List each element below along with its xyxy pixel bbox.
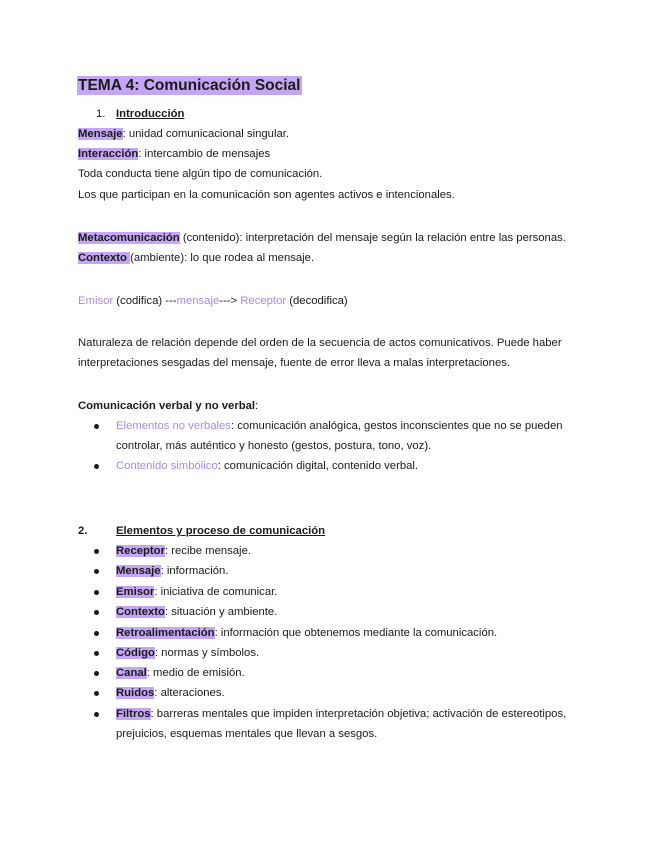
list-item-text: : comunicación analógica, gestos inconscientes que no se pueden <box>230 420 563 432</box>
bullet-icon <box>94 651 99 656</box>
verbal-heading-colon: : <box>255 400 259 412</box>
list-item-simbolico <box>116 459 418 473</box>
term-contexto: Contexto <box>78 252 131 264</box>
list-item <box>116 605 277 619</box>
definition-interaccion <box>78 147 270 161</box>
list-item-text: : recibe mensaje. <box>164 545 251 557</box>
list-item-text: : medio de emisión. <box>146 667 245 679</box>
term-contexto: Contexto <box>116 606 165 618</box>
paragraph-line: Naturaleza de relación depende del orden de la secuencia de actos comunicativos. Puede haber <box>78 337 562 349</box>
term-contenido-simbolico: Contenido simbólico <box>116 460 218 472</box>
bullet-icon <box>94 424 99 429</box>
definition-text: : unidad comunicacional singular. <box>122 128 290 140</box>
list-item-continuation: controlar, más auténtico y honesto (gestos, postura, tono, voz). <box>116 440 432 452</box>
section-1-heading: Introducción <box>116 108 185 120</box>
definition-metacomunicacion <box>78 231 566 245</box>
paragraph-line: interpretaciones sesgadas del mensaje, fuente de error lleva a malas interpretaciones. <box>78 357 511 369</box>
bullet-icon <box>94 549 99 554</box>
list-item-text: : iniciativa de comunicar. <box>154 586 278 598</box>
list-item-text: : alteraciones. <box>154 687 225 699</box>
term-mensaje: Mensaje <box>78 128 123 140</box>
page-title: TEMA 4: Comunicación Social <box>78 77 301 94</box>
section-2-heading: Elementos y proceso de comunicación <box>116 525 326 537</box>
flow-text: (codifica) --- <box>113 295 177 307</box>
list-item-text: : barreras mentales que impiden interpretación objetiva; activación de estereotipos, <box>150 708 567 720</box>
communication-flow <box>78 294 348 308</box>
verbal-heading: Comunicación verbal y no verbal <box>78 400 256 412</box>
verbal-heading-line <box>78 399 258 413</box>
term-filtros: Filtros <box>116 708 151 720</box>
term-metacomunicacion: Metacomunicación <box>78 232 180 244</box>
list-item <box>116 585 277 599</box>
bullet-icon <box>94 691 99 696</box>
bullet-icon <box>94 464 99 469</box>
list-item <box>116 626 497 640</box>
term-canal: Canal <box>116 667 147 679</box>
term-emisor: Emisor <box>116 586 155 598</box>
list-item <box>116 564 228 578</box>
flow-emisor: Emisor <box>78 295 114 307</box>
section-2-number: 2. <box>78 525 88 537</box>
bullet-icon <box>94 631 99 636</box>
bullet-icon <box>94 712 99 717</box>
list-item-no-verbales <box>116 419 563 433</box>
term-retroalimentacion: Retroalimentación <box>116 627 215 639</box>
term-mensaje: Mensaje <box>116 565 161 577</box>
term-ruidos: Ruidos <box>116 687 155 699</box>
list-item <box>116 707 566 721</box>
flow-arrow: ---> <box>219 295 241 307</box>
list-item-text: : información. <box>160 565 229 577</box>
paragraph-line: Toda conducta tiene algún tipo de comunicación. <box>78 168 323 180</box>
list-item-text: : comunicación digital, contenido verbal. <box>217 460 419 472</box>
definition-text: : intercambio de mensajes <box>138 148 271 160</box>
definition-text: (ambiente): lo que rodea al mensaje. <box>130 252 315 264</box>
definition-text: (contenido): interpretación del mensaje según la relación entre las personas. <box>179 232 566 244</box>
term-receptor: Receptor <box>116 545 165 557</box>
bullet-icon <box>94 610 99 615</box>
list-item <box>116 646 259 660</box>
list-item-text: : situación y ambiente. <box>164 606 278 618</box>
list-item <box>116 544 251 558</box>
bullet-icon <box>94 569 99 574</box>
term-interaccion: Interacción <box>78 148 139 160</box>
list-item-text: : normas y símbolos. <box>154 647 260 659</box>
section-1-number: 1. <box>96 108 106 120</box>
definition-mensaje <box>78 127 289 141</box>
term-elementos-no-verbales: Elementos no verbales <box>116 420 231 432</box>
list-item-text: : información que obtenemos mediante la comunicación. <box>214 627 498 639</box>
bullet-icon <box>94 590 99 595</box>
flow-mensaje: mensaje <box>176 295 220 307</box>
bullet-icon <box>94 671 99 676</box>
list-item <box>116 686 225 700</box>
flow-receptor: Receptor <box>240 295 287 307</box>
definition-contexto <box>78 251 314 265</box>
list-item-continuation: prejuicios, esquemas mentales que llevan a sesgos. <box>116 728 378 740</box>
term-codigo: Código <box>116 647 155 659</box>
flow-text: (decodifica) <box>286 295 348 307</box>
paragraph-line: Los que participan en la comunicación son agentes activos e intencionales. <box>78 189 455 201</box>
list-item <box>116 666 245 680</box>
